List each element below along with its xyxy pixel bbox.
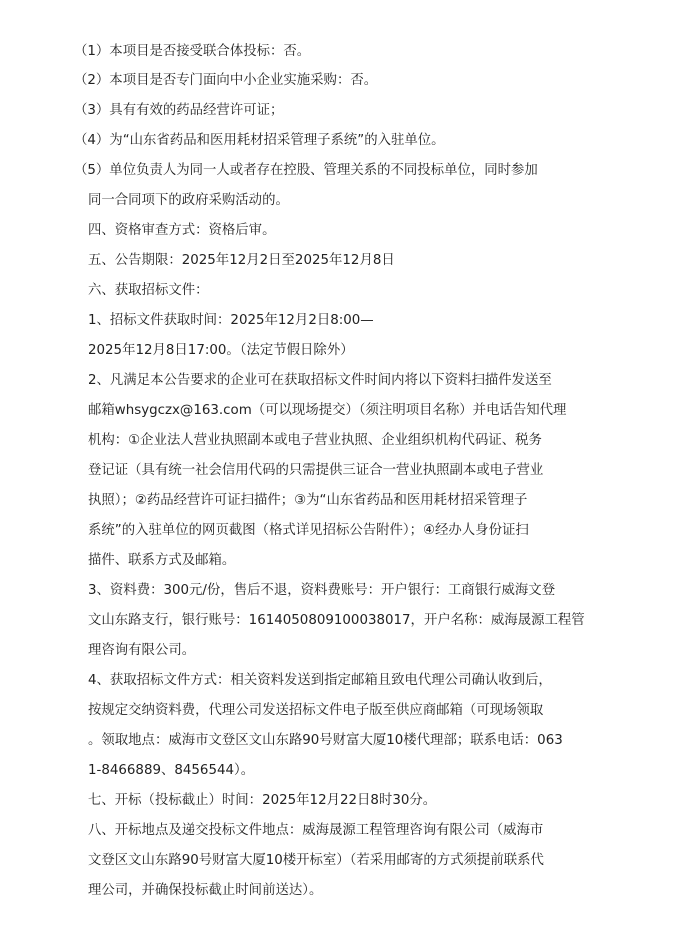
- section-6-heading: 六、获取招标文件：: [88, 283, 209, 298]
- section-7-heading: 七、开标（投标截止）时间：2025年12月22日8时30分。: [88, 793, 437, 808]
- clause-2-line: （2）本项目是否专门面向中小企业实施采购：否。: [74, 73, 378, 88]
- section-8-line-cont: 理公司，并确保投标截止时间前送达）。: [88, 883, 323, 898]
- item-1-line-cont: 2025年12月8日17:00。（法定节假日除外）: [88, 343, 354, 358]
- item-3-line: 3、资料费：300元/份，售后不退，资料费账号：开户银行：工商银行威海文登: [88, 583, 556, 598]
- item-2-line-cont: 系统”的入驻单位的网页截图（格式详见招标公告附件）；④经办人身份证扫: [88, 523, 529, 538]
- section-5-heading: 五、公告期限：2025年12月2日至2025年12月8日: [88, 253, 395, 268]
- section-4-heading: 四、资格审查方式：资格后审。: [88, 223, 276, 238]
- item-2-line-cont: 机构：①企业法人营业执照副本或电子营业执照、企业组织机构代码证、税务: [88, 433, 542, 448]
- item-4-line-cont: 。领取地点：威海市文登区文山东路90号财富大厦10楼代理部；联系电话：063: [88, 733, 563, 748]
- item-2-line-cont: 执照）；②药品经营许可证扫描件；③为“山东省药品和医用耗材招采管理子: [88, 493, 528, 508]
- item-2-line-cont: 描件、联系方式及邮箱。: [88, 553, 236, 568]
- item-2-line: 2、凡满足本公告要求的企业可在获取招标文件时间内将以下资料扫描件发送至: [88, 373, 552, 388]
- item-2-line-cont: 登记证（具有统一社会信用代码的只需提供三证合一营业执照副本或电子营业: [88, 463, 544, 478]
- item-4-line-cont: 按规定交纳资料费，代理公司发送招标文件电子版至供应商邮箱（可现场领取: [88, 703, 544, 718]
- clause-5-line: （5）单位负责人为同一人或者存在控股、管理关系的不同投标单位，同时参加: [74, 163, 538, 178]
- section-8-line-cont: 文登区文山东路90号财富大厦10楼开标室）（若采用邮寄的方式须提前联系代: [88, 853, 544, 868]
- clause-5-line-cont: 同一合同项下的政府采购活动的。: [88, 193, 289, 208]
- item-3-line-cont: 文山东路支行，银行账号：1614050809100038017，开户名称：威海晟源工程管: [88, 613, 585, 628]
- clause-3-line: （3）具有有效的药品经营许可证；: [74, 103, 284, 118]
- section-8-heading: 八、开标地点及递交投标文件地点：威海晟源工程管理咨询有限公司（威海市: [88, 823, 544, 838]
- item-3-line-cont: 理咨询有限公司。: [88, 643, 196, 658]
- item-1-line: 1、招标文件获取时间：2025年12月2日8:00—: [88, 313, 374, 328]
- item-2-line-cont: 邮箱whsygczx@163.com（可以现场提交）（须注明项目名称）并电话告知代理: [88, 403, 567, 418]
- clause-1-line: （1）本项目是否接受联合体投标：否。: [74, 44, 311, 59]
- clause-4-line: （4）为“山东省药品和医用耗材招采管理子系统”的入驻单位。: [74, 133, 445, 148]
- item-4-line: 4、获取招标文件方式：相关资料发送到指定邮箱且致电代理公司确认收到后，: [88, 673, 552, 688]
- item-4-line-cont: 1-8466889、8456544）。: [88, 763, 255, 778]
